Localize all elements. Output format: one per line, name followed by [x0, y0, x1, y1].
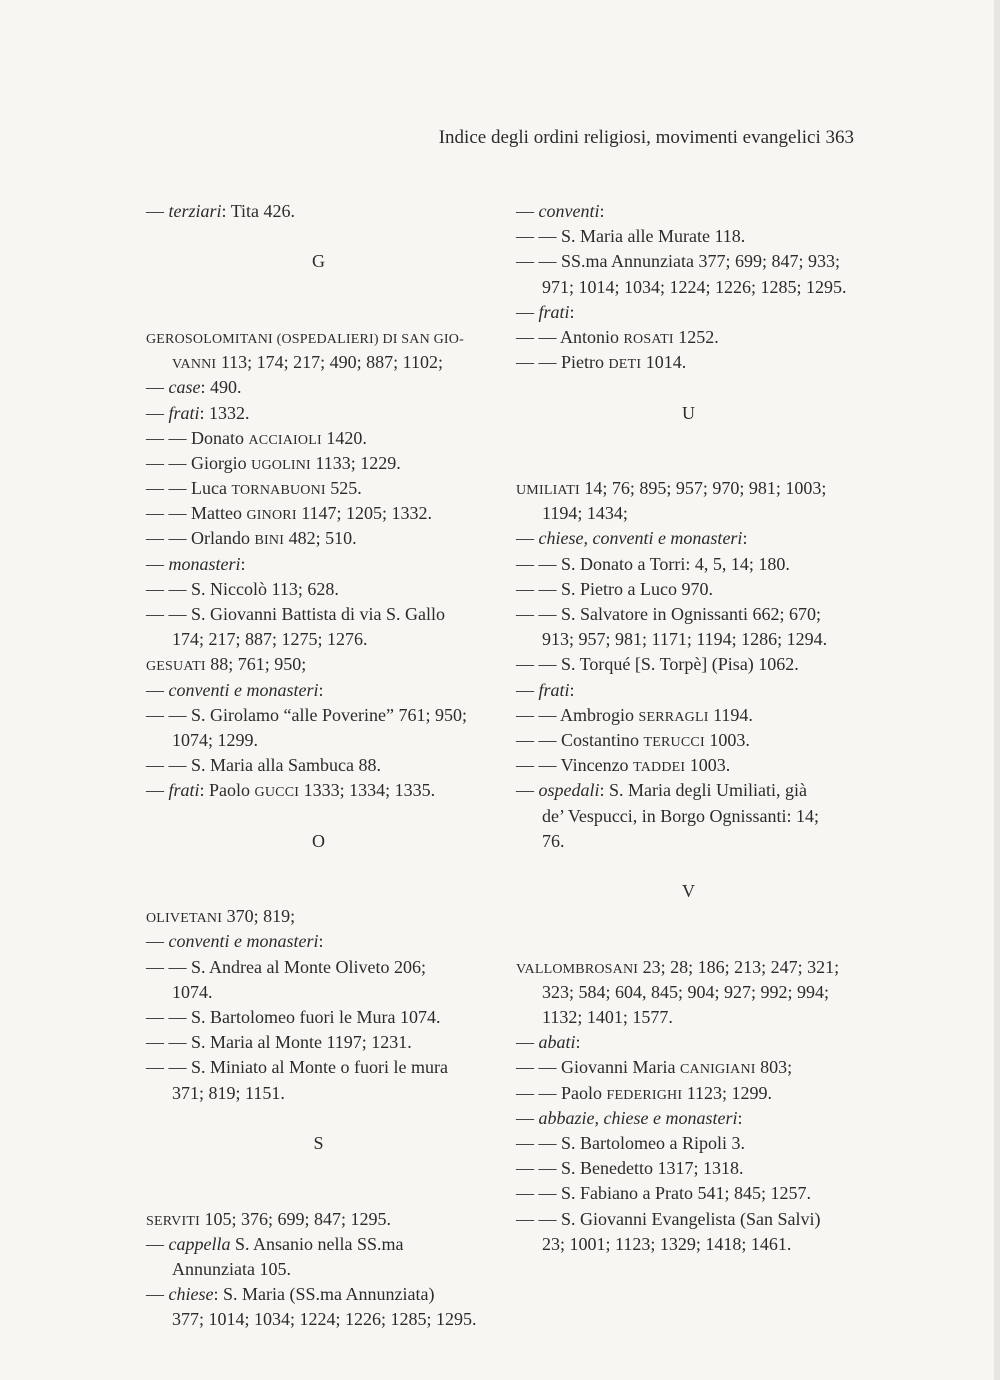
entry-text: : S. Maria degli Umiliati, già	[599, 780, 807, 801]
entry-text: —	[516, 679, 539, 700]
entry-text: — — S. Maria alle Murate 118.	[516, 226, 746, 247]
entry-text: : 490.	[200, 377, 242, 398]
entry-text: 14; 76; 895; 957; 970; 981; 1003;	[579, 478, 827, 499]
entry-text: — — S. Donato a Torri: 4, 5, 14; 180.	[516, 553, 790, 574]
entry-text: 1123; 1299.	[682, 1082, 773, 1103]
index-entry	[146, 375, 491, 400]
entry-text: — — Matteo	[146, 503, 247, 524]
index-entry	[146, 904, 491, 929]
entry-text: :	[318, 931, 324, 952]
index-entry	[516, 1055, 861, 1080]
index-entry	[146, 753, 491, 778]
spacer	[516, 854, 861, 879]
section-letter-text: S	[313, 1132, 324, 1153]
running-header	[330, 126, 854, 150]
entry-text: :	[569, 679, 575, 700]
index-entry-continuation	[516, 1232, 861, 1257]
entry-text: — — SS.ma Annunziata 377; 699; 847; 933;	[516, 251, 840, 272]
index-entry	[146, 401, 491, 426]
name-small-caps: GEROSOLOMITANI (OSPEDALIERI) DI SAN GIO-	[146, 331, 464, 347]
name-small-caps: SERRAGLI	[638, 709, 709, 725]
index-entry-continuation	[516, 804, 861, 829]
entry-text: —	[516, 201, 539, 221]
entry-text: — — Giorgio	[146, 452, 252, 473]
index-entry	[516, 602, 861, 627]
category-italic: monasteri	[168, 553, 241, 574]
entry-text: —	[146, 553, 169, 574]
entry-text: 377; 1014; 1034; 1224; 1226; 1285; 1295.	[172, 1309, 477, 1330]
entry-text: 174; 217; 887; 1275; 1276.	[172, 629, 368, 650]
entry-text: —	[516, 1032, 539, 1053]
index-entry	[516, 652, 861, 677]
entry-text: 1194.	[708, 704, 753, 725]
category-italic: cappella	[168, 1233, 231, 1254]
entry-text: 323; 584; 604, 845; 904; 927; 992; 994;	[542, 981, 830, 1002]
entry-text: — — Orlando	[146, 528, 255, 549]
index-entry	[516, 1030, 861, 1055]
index-entry-continuation	[516, 1005, 861, 1030]
index-entry	[516, 350, 861, 375]
name-small-caps: GUCCI	[254, 785, 300, 801]
entry-text: :	[575, 1032, 581, 1053]
entry-text: — — S. Maria al Monte 1197; 1231.	[146, 1032, 412, 1053]
entry-text: — — Paolo	[516, 1082, 607, 1103]
entry-text: —	[146, 780, 169, 801]
entry-text: — — S. Torqué [S. Torpè] (Pisa) 1062.	[516, 654, 799, 675]
index-entry	[516, 728, 861, 753]
entry-text: :	[737, 1107, 743, 1128]
section-letter-text: U	[682, 402, 695, 423]
entry-text: —	[146, 679, 169, 700]
index-entry	[516, 325, 861, 350]
entry-text: 23; 1001; 1123; 1329; 1418; 1461.	[542, 1233, 792, 1254]
entry-text: :	[742, 528, 748, 549]
entry-text: 1333; 1334; 1335.	[299, 780, 436, 801]
entry-text: —	[146, 402, 169, 423]
entry-text: 1003.	[685, 755, 731, 776]
spacer	[146, 1106, 491, 1131]
index-column-right	[516, 199, 861, 1257]
entry-text: S. Ansanio nella SS.ma	[230, 1233, 404, 1254]
index-entry	[146, 678, 491, 703]
entry-text: 113; 174; 217; 490; 887; 1102;	[216, 352, 443, 373]
index-entry	[516, 249, 861, 274]
index-entry	[516, 526, 861, 551]
category-italic: frati	[168, 780, 200, 801]
index-entry	[516, 1131, 861, 1156]
spacer	[516, 451, 861, 476]
name-small-caps: TORNABUONI	[231, 483, 326, 499]
entry-text: 370; 819;	[222, 906, 296, 927]
category-italic: abbazie, chiese e monasteri	[538, 1107, 738, 1128]
entry-text: : Paolo	[199, 780, 255, 801]
index-entry	[516, 955, 861, 980]
index-entry	[146, 552, 491, 577]
entry-text: — — Pietro	[516, 352, 609, 373]
entry-text: 1074.	[172, 981, 213, 1002]
name-small-caps: DETI	[608, 357, 642, 373]
page-number: 363	[825, 127, 854, 148]
index-entry	[146, 652, 491, 677]
spacer	[516, 375, 861, 400]
index-entry	[516, 1207, 861, 1232]
index-entry	[516, 1156, 861, 1181]
category-italic: case	[168, 377, 201, 398]
entry-text: : 1332.	[199, 402, 250, 423]
name-small-caps: GINORI	[246, 508, 297, 524]
entry-text: — — S. Bartolomeo a Ripoli 3.	[516, 1132, 745, 1153]
index-entry-continuation	[146, 980, 491, 1005]
index-entry	[146, 199, 491, 224]
index-entry-continuation	[516, 627, 861, 652]
index-entry	[146, 577, 491, 602]
name-small-caps: CANIGIANI	[679, 1062, 756, 1078]
index-entry	[146, 1005, 491, 1030]
entry-text: 1147; 1205; 1332.	[296, 503, 433, 524]
index-entry-continuation	[146, 728, 491, 753]
entry-text: —	[516, 301, 539, 322]
index-entry	[516, 199, 861, 224]
index-entry	[146, 703, 491, 728]
index-entry-continuation	[516, 980, 861, 1005]
name-small-caps: ROSATI	[623, 331, 674, 347]
index-entry	[516, 476, 861, 501]
entry-text: : Tita 426.	[221, 201, 296, 221]
entry-text: de’ Vespucci, in Borgo Ognissanti: 14;	[542, 805, 819, 826]
section-letter-text: G	[312, 251, 325, 272]
entry-text: — — Antonio	[516, 326, 624, 347]
entry-text: —	[146, 201, 169, 221]
section-letter	[146, 249, 491, 299]
entry-text: — — Luca	[146, 478, 232, 499]
entry-text: :	[599, 201, 605, 221]
entry-text: 1003.	[704, 729, 750, 750]
section-letter	[516, 879, 861, 929]
entry-text: — — S. Bartolomeo fuori le Mura 1074.	[146, 1007, 441, 1028]
page-edge	[994, 0, 1000, 1380]
entry-text: —	[516, 1107, 539, 1128]
entry-text: : S. Maria (SS.ma Annunziata)	[213, 1284, 435, 1305]
running-title: Indice degli ordini religiosi, movimenti evangelici	[438, 127, 821, 148]
index-entry-continuation	[516, 501, 861, 526]
entry-text: 1252.	[673, 326, 719, 347]
category-italic: conventi	[538, 201, 600, 221]
index-entry	[146, 602, 491, 627]
spacer	[146, 804, 491, 829]
entry-text: 913; 957; 981; 1171; 1194; 1286; 1294.	[542, 629, 828, 650]
entry-text: 23; 28; 186; 213; 247; 321;	[638, 956, 840, 977]
name-small-caps: ACCIAIOLI	[248, 432, 322, 448]
entry-text: —	[516, 528, 539, 549]
name-small-caps: TERUCCI	[643, 734, 705, 750]
index-entry-continuation	[516, 275, 861, 300]
entry-text: — — S. Maria alla Sambuca 88.	[146, 755, 381, 776]
spacer	[146, 1181, 491, 1206]
index-entry-continuation	[146, 1081, 491, 1106]
name-small-caps: OLIVETANI	[146, 911, 223, 927]
section-letter-text: O	[312, 830, 325, 851]
index-entry	[146, 1030, 491, 1055]
entry-text: 76.	[542, 830, 565, 851]
index-entry	[146, 1282, 491, 1307]
section-letter	[146, 829, 491, 879]
name-small-caps: UGOLINI	[251, 457, 311, 473]
category-italic: chiese	[168, 1284, 214, 1305]
name-small-caps: SERVITI	[146, 1213, 200, 1229]
index-entry	[516, 778, 861, 803]
index-entry-continuation	[146, 1307, 491, 1332]
entry-text: —	[516, 780, 539, 801]
index-entry	[516, 300, 861, 325]
index-entry	[146, 476, 491, 501]
entry-text: — — Costantino	[516, 729, 644, 750]
entry-text: 1014.	[641, 352, 687, 373]
index-entry	[146, 501, 491, 526]
index-entry	[146, 929, 491, 954]
index-entry	[146, 1055, 491, 1080]
index-column-left	[146, 199, 491, 1332]
category-italic: ospedali	[538, 780, 600, 801]
entry-text: — — S. Fabiano a Prato 541; 845; 1257.	[516, 1183, 811, 1204]
spacer	[146, 300, 491, 325]
entry-text: — — Ambrogio	[516, 704, 639, 725]
spacer	[516, 929, 861, 954]
index-entry	[516, 703, 861, 728]
entry-text: —	[146, 931, 169, 952]
entry-text: :	[318, 679, 324, 700]
entry-text: — — S. Andrea al Monte Oliveto 206;	[146, 956, 426, 977]
name-small-caps: VANNI	[172, 357, 217, 373]
index-entry	[146, 526, 491, 551]
category-italic: frati	[168, 402, 200, 423]
index-entry-continuation	[146, 627, 491, 652]
entry-text: — — S. Pietro a Luco 970.	[516, 578, 713, 599]
index-entry	[516, 1181, 861, 1206]
entry-text: — — S. Salvatore in Ognissanti 662; 670;	[516, 604, 821, 625]
index-entry	[146, 451, 491, 476]
entry-text: — — S. Giovanni Battista di via S. Gallo	[146, 604, 445, 625]
entry-text: 1132; 1401; 1577.	[542, 1007, 673, 1028]
entry-text: 482; 510.	[284, 528, 357, 549]
entry-text: 1194; 1434;	[542, 503, 628, 524]
index-entry	[516, 577, 861, 602]
index-entry-continuation	[146, 350, 491, 375]
name-small-caps: VALLOMBROSANI	[516, 961, 639, 977]
index-entry	[516, 678, 861, 703]
name-small-caps: BINI	[254, 533, 285, 549]
entry-text: —	[146, 1284, 169, 1305]
index-entry	[146, 1207, 491, 1232]
entry-text: — — S. Giovanni Evangelista (San Salvi)	[516, 1208, 821, 1229]
entry-text: — — S. Miniato al Monte o fuori le mura	[146, 1057, 448, 1078]
index-entry	[516, 224, 861, 249]
spacer	[146, 224, 491, 249]
spacer	[146, 879, 491, 904]
category-italic: frati	[538, 679, 570, 700]
index-entry	[516, 552, 861, 577]
section-letter	[516, 401, 861, 451]
entry-text: — — Vincenzo	[516, 755, 634, 776]
category-italic: chiese, conventi e monasteri	[538, 528, 743, 549]
entry-text: —	[146, 377, 169, 398]
entry-text: 1420.	[321, 427, 367, 448]
entry-text: 525.	[325, 478, 362, 499]
index-entry-continuation	[516, 829, 861, 854]
entry-text: :	[240, 553, 246, 574]
category-italic: terziari	[168, 201, 222, 221]
category-italic: conventi e monasteri	[168, 679, 319, 700]
index-entry	[146, 426, 491, 451]
name-small-caps: TADDEI	[633, 760, 686, 776]
entry-text: 1074; 1299.	[172, 729, 259, 750]
index-entry	[146, 778, 491, 803]
category-italic: frati	[538, 301, 570, 322]
index-entry	[146, 1232, 491, 1257]
entry-text: :	[569, 301, 575, 322]
entry-text: 105; 376; 699; 847; 1295.	[199, 1208, 391, 1229]
category-italic: abati	[538, 1032, 576, 1053]
name-small-caps: GESUATI	[146, 659, 206, 675]
category-italic: conventi e monasteri	[168, 931, 319, 952]
entry-text: — — Giovanni Maria	[516, 1057, 680, 1078]
index-entry	[516, 1081, 861, 1106]
index-entry	[516, 753, 861, 778]
entry-text: — — Donato	[146, 427, 249, 448]
entry-text: —	[146, 1233, 169, 1254]
name-small-caps: FEDERIGHI	[606, 1087, 683, 1103]
entry-text: — — S. Niccolò 113; 628.	[146, 578, 339, 599]
index-entry-continuation	[146, 1257, 491, 1282]
index-entry	[146, 955, 491, 980]
index-entry	[516, 1106, 861, 1131]
entry-text: 371; 819; 1151.	[172, 1082, 285, 1103]
entry-text: 88; 761; 950;	[205, 654, 307, 675]
index-entry	[146, 325, 491, 350]
entry-text: — — S. Girolamo “alle Poverine” 761; 950;	[146, 704, 467, 725]
entry-text: Annunziata 105.	[172, 1258, 291, 1279]
name-small-caps: UMILIATI	[516, 483, 580, 499]
entry-text: 803;	[755, 1057, 793, 1078]
entry-text: 971; 1014; 1034; 1224; 1226; 1285; 1295.	[542, 276, 847, 297]
entry-text: 1133; 1229.	[310, 452, 401, 473]
section-letter-text: V	[682, 881, 695, 902]
entry-text: — — S. Benedetto 1317; 1318.	[516, 1158, 744, 1179]
section-letter	[146, 1131, 491, 1181]
